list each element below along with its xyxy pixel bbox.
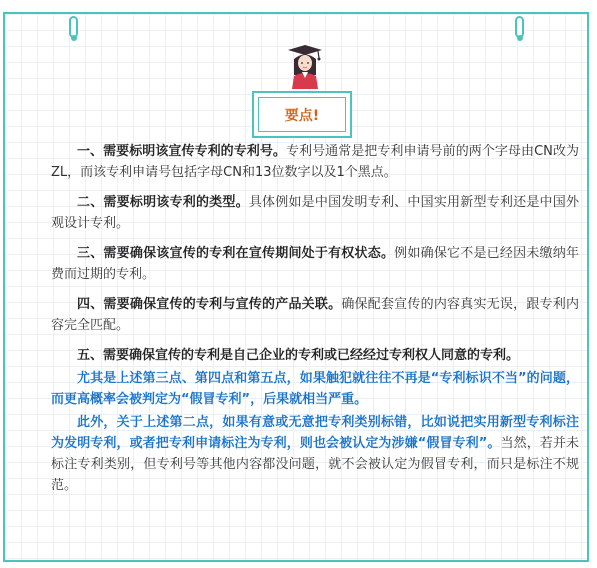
note-2 [51,412,579,496]
point-4-body: 确保配套宣传的内容真实无误，跟专利内容完全匹配。 [51,297,579,333]
point-3-body: 例如确保它不是已经因未缴纳年费而过期的专利。 [51,246,579,282]
point-3 [51,243,579,285]
note-2-rest: 当然，若并未标注专利类别，但专利号等其他内容都没问题，就不会被认定为假冒专利，而只是标注不规范。 [51,436,579,493]
point-5-lead: 五、需要确保宣传的专利是自己企业的专利或已经经过专利权人同意的专利。 [77,348,520,363]
point-4 [51,294,579,336]
article-body [51,141,579,505]
teacher-avatar-icon [288,45,322,89]
point-1 [51,141,579,183]
point-4-lead: 四、需要确保宣传的专利与宣传的产品关联。 [77,297,342,312]
point-2-lead: 二、需要标明该专利的类型。 [77,195,249,210]
key-points-badge [252,91,352,138]
point-1-body: 专利号通常是把专利申请号前的两个字母由CN改为ZL，而该专利申请号包括字母CN和13位数字以及1个黑点。 [51,144,579,180]
point-2 [51,192,579,234]
note-2-highlight: 此外，关于上述第二点，如果有意或无意把专利类别标错，比如说把实用新型专利标注为发明专利，或者把专利申请标注为专利，则也会被认定为涉嫌“假冒专利”。 [51,415,579,451]
key-points-label: 要点! [258,97,346,132]
binder-ring-right [515,16,524,38]
point-2-body: 具体例如是中国发明专利、中国实用新型专利还是中国外观设计专利。 [51,195,579,231]
point-3-lead: 三、需要确保该宣传的专利在宣传期间处于有权状态。 [77,246,395,261]
note-1-text: 尤其是上述第三点、第四点和第五点，如果触犯就往往不再是“专利标识不当”的问题，而更高概率会被判定为“假冒专利”，后果就相当严重。 [51,371,579,407]
binder-ring-left [69,16,78,38]
note-1 [51,368,579,410]
point-5 [51,345,579,366]
point-1-lead: 一、需要标明该宣传专利的专利号。 [77,144,286,159]
